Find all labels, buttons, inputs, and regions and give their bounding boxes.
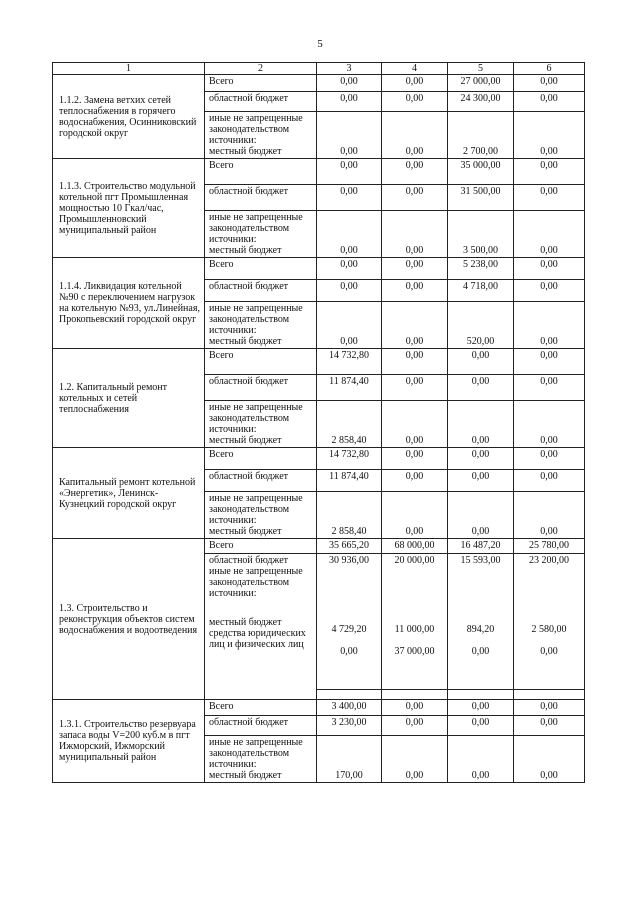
value-cell: 0,00 — [382, 716, 448, 736]
project-name: Капитальный ремонт котельной «Энергетик», Ленинск-Кузнецкий городской округ — [53, 448, 205, 539]
column-header: 3 — [317, 63, 382, 75]
value-cell: 0,00 — [514, 736, 585, 783]
value-cell: 2 580,00 — [531, 624, 567, 635]
value-cell: 37 000,00 — [394, 646, 435, 657]
value-cell: 0,00 — [540, 646, 558, 657]
funding-source: Всего — [205, 349, 317, 375]
value-cell: 20 000,00 — [394, 555, 435, 566]
table-row — [53, 539, 585, 554]
funding-source: иные не запрещенные законодательством источники: — [209, 303, 303, 336]
value-cell: 68 000,00 — [382, 539, 448, 554]
value-cell: 0,00 — [317, 159, 382, 185]
value-cell: 0,00 — [382, 185, 448, 211]
funding-source: иные не запрещенные законодательством источники: — [209, 566, 303, 599]
value-cell: 0,00 — [317, 112, 382, 159]
value-cell: 0,00 — [514, 159, 585, 185]
funding-source: иные не запрещенные законодательством источники: — [209, 737, 303, 770]
column-header: 6 — [514, 63, 585, 75]
value-cell: 894,20 — [466, 624, 495, 635]
value-cell: 0,00 — [448, 716, 514, 736]
funding-source-block — [205, 736, 317, 783]
funding-source: областной бюджет — [205, 375, 317, 401]
value-block — [448, 554, 514, 690]
funding-source: областной бюджет — [205, 92, 317, 112]
funding-source: местный бюджет — [209, 770, 282, 781]
value-cell: 30 936,00 — [329, 555, 369, 566]
funding-source: Всего — [205, 258, 317, 280]
funding-source: областной бюджет — [209, 555, 289, 566]
funding-source: Всего — [205, 448, 317, 470]
value-cell: 0,00 — [317, 75, 382, 92]
funding-source: Всего — [205, 75, 317, 92]
value-cell: 0,00 — [448, 492, 514, 539]
funding-source: местный бюджет — [209, 617, 282, 628]
value-cell: 2 858,40 — [317, 492, 382, 539]
column-header: 2 — [205, 63, 317, 75]
funding-source: местный бюджет — [209, 435, 282, 446]
funding-source: областной бюджет — [205, 716, 317, 736]
value-cell: 11 874,40 — [317, 470, 382, 492]
value-cell: 0,00 — [382, 375, 448, 401]
project-name: 1.1.4. Ликвидация котельной №90 с переключением нагрузок на котельную №93, ул.Линейная, Прокопьевский городской округ — [53, 258, 205, 349]
project-name: 1.1.3. Строительство модульной котельной пгт Промышленная мощностью 10 Гкал/час, Промышленновский муниципальный район — [53, 159, 205, 258]
value-cell: 0,00 — [317, 211, 382, 258]
value-cell: 0,00 — [382, 92, 448, 112]
value-cell: 14 732,80 — [317, 448, 382, 470]
value-cell: 0,00 — [382, 75, 448, 92]
funding-source: местный бюджет — [209, 245, 282, 256]
value-cell: 0,00 — [514, 375, 585, 401]
funding-source: иные не запрещенные законодательством источники: — [209, 402, 303, 435]
value-cell: 0,00 — [448, 700, 514, 716]
column-header: 1 — [53, 63, 205, 75]
column-header: 4 — [382, 63, 448, 75]
value-cell: 0,00 — [448, 349, 514, 375]
value-cell: 0,00 — [317, 92, 382, 112]
value-block — [317, 554, 382, 690]
value-cell: 0,00 — [382, 112, 448, 159]
funding-source: местный бюджет — [209, 146, 282, 157]
funding-source: Всего — [205, 539, 317, 554]
table-header-row — [53, 63, 585, 75]
project-name: 1.3.1. Строительство резервуара запаса воды V=200 куб.м в пгт Ижморский, Ижморский муниципальный район — [53, 700, 205, 783]
value-cell: 0,00 — [514, 349, 585, 375]
value-cell: 0,00 — [514, 700, 585, 716]
column-header: 5 — [448, 63, 514, 75]
value-cell: 4 729,20 — [331, 624, 367, 635]
table-row — [53, 700, 585, 716]
value-cell: 0,00 — [514, 401, 585, 448]
value-cell: 5 238,00 — [448, 258, 514, 280]
table-row — [53, 258, 585, 280]
value-cell: 0,00 — [382, 700, 448, 716]
value-cell: 0,00 — [317, 302, 382, 349]
value-cell: 0,00 — [448, 375, 514, 401]
value-cell: 0,00 — [382, 211, 448, 258]
project-name: 1.1.2. Замена ветхих сетей теплоснабжения в горячего водоснабжения, Осинниковский городской округ — [53, 75, 205, 159]
value-cell: 25 780,00 — [514, 539, 585, 554]
value-cell: 0,00 — [514, 280, 585, 302]
value-cell: 0,00 — [382, 258, 448, 280]
value-cell: 0,00 — [514, 492, 585, 539]
value-block — [382, 554, 448, 690]
value-cell: 0,00 — [317, 185, 382, 211]
value-cell: 0,00 — [382, 492, 448, 539]
funding-source: областной бюджет — [205, 280, 317, 302]
value-cell: 0,00 — [382, 302, 448, 349]
value-cell: 4 718,00 — [448, 280, 514, 302]
funding-source: областной бюджет — [205, 185, 317, 211]
value-cell: 0,00 — [448, 470, 514, 492]
funding-source: средства юридических лиц и физических лиц — [209, 628, 306, 650]
value-cell: 35 000,00 — [448, 159, 514, 185]
value-cell: 0,00 — [514, 470, 585, 492]
value-cell: 0,00 — [382, 448, 448, 470]
value-cell: 0,00 — [382, 280, 448, 302]
funding-source: местный бюджет — [209, 526, 282, 537]
value-cell: 14 732,80 — [317, 349, 382, 375]
value-cell: 0,00 — [514, 112, 585, 159]
value-cell: 3 400,00 — [317, 700, 382, 716]
project-name: 1.2. Капитальный ремонт котельных и сетей теплоснабжения — [53, 349, 205, 448]
value-block — [514, 554, 585, 690]
project-name: 1.3. Строительство и реконструкция объектов систем водоснабжения и водоотведения — [53, 539, 205, 700]
value-cell: 0,00 — [514, 75, 585, 92]
value-cell: 0,00 — [471, 646, 490, 657]
funding-source: Всего — [205, 159, 317, 185]
value-cell: 0,00 — [514, 185, 585, 211]
value-cell: 0,00 — [448, 401, 514, 448]
value-cell: 0,00 — [514, 302, 585, 349]
table-row — [53, 75, 585, 92]
value-cell: 0,00 — [340, 646, 358, 657]
table-row — [53, 349, 585, 375]
value-cell: 170,00 — [317, 736, 382, 783]
funding-source-block — [205, 492, 317, 539]
value-cell: 0,00 — [382, 470, 448, 492]
value-cell: 3 230,00 — [317, 716, 382, 736]
value-cell: 0,00 — [514, 92, 585, 112]
budget-table — [52, 62, 585, 783]
funding-source: областной бюджет — [205, 470, 317, 492]
value-cell: 0,00 — [382, 159, 448, 185]
value-cell: 2 700,00 — [448, 112, 514, 159]
funding-source: иные не запрещенные законодательством источники: — [209, 113, 303, 146]
table-row — [53, 448, 585, 470]
value-cell: 0,00 — [514, 448, 585, 470]
table-row — [53, 159, 585, 185]
value-cell: 16 487,20 — [448, 539, 514, 554]
value-cell: 2 858,40 — [317, 401, 382, 448]
value-cell: 520,00 — [448, 302, 514, 349]
value-cell: 35 665,20 — [317, 539, 382, 554]
value-cell: 31 500,00 — [448, 185, 514, 211]
value-cell: 0,00 — [448, 448, 514, 470]
value-cell: 0,00 — [448, 736, 514, 783]
value-cell: 0,00 — [382, 349, 448, 375]
value-cell: 0,00 — [514, 716, 585, 736]
funding-source: Всего — [205, 700, 317, 716]
value-cell: 3 500,00 — [448, 211, 514, 258]
funding-source: иные не запрещенные законодательством источники: — [209, 212, 303, 245]
page-number: 5 — [317, 38, 323, 50]
value-cell: 0,00 — [382, 401, 448, 448]
value-cell: 27 000,00 — [448, 75, 514, 92]
funding-source-block — [205, 211, 317, 258]
value-cell: 0,00 — [382, 736, 448, 783]
value-cell: 0,00 — [514, 211, 585, 258]
value-cell: 11 000,00 — [394, 624, 435, 635]
value-cell: 0,00 — [514, 258, 585, 280]
value-cell: 24 300,00 — [448, 92, 514, 112]
value-cell: 0,00 — [317, 258, 382, 280]
value-cell: 0,00 — [317, 280, 382, 302]
funding-source-block — [205, 554, 317, 690]
funding-source: иные не запрещенные законодательством источники: — [209, 493, 303, 526]
value-cell: 11 874,40 — [317, 375, 382, 401]
funding-source-block — [205, 302, 317, 349]
funding-source: местный бюджет — [209, 336, 282, 347]
value-cell: 15 593,00 — [460, 555, 501, 566]
value-cell: 23 200,00 — [529, 555, 569, 566]
funding-source-block — [205, 112, 317, 159]
funding-source-block — [205, 401, 317, 448]
